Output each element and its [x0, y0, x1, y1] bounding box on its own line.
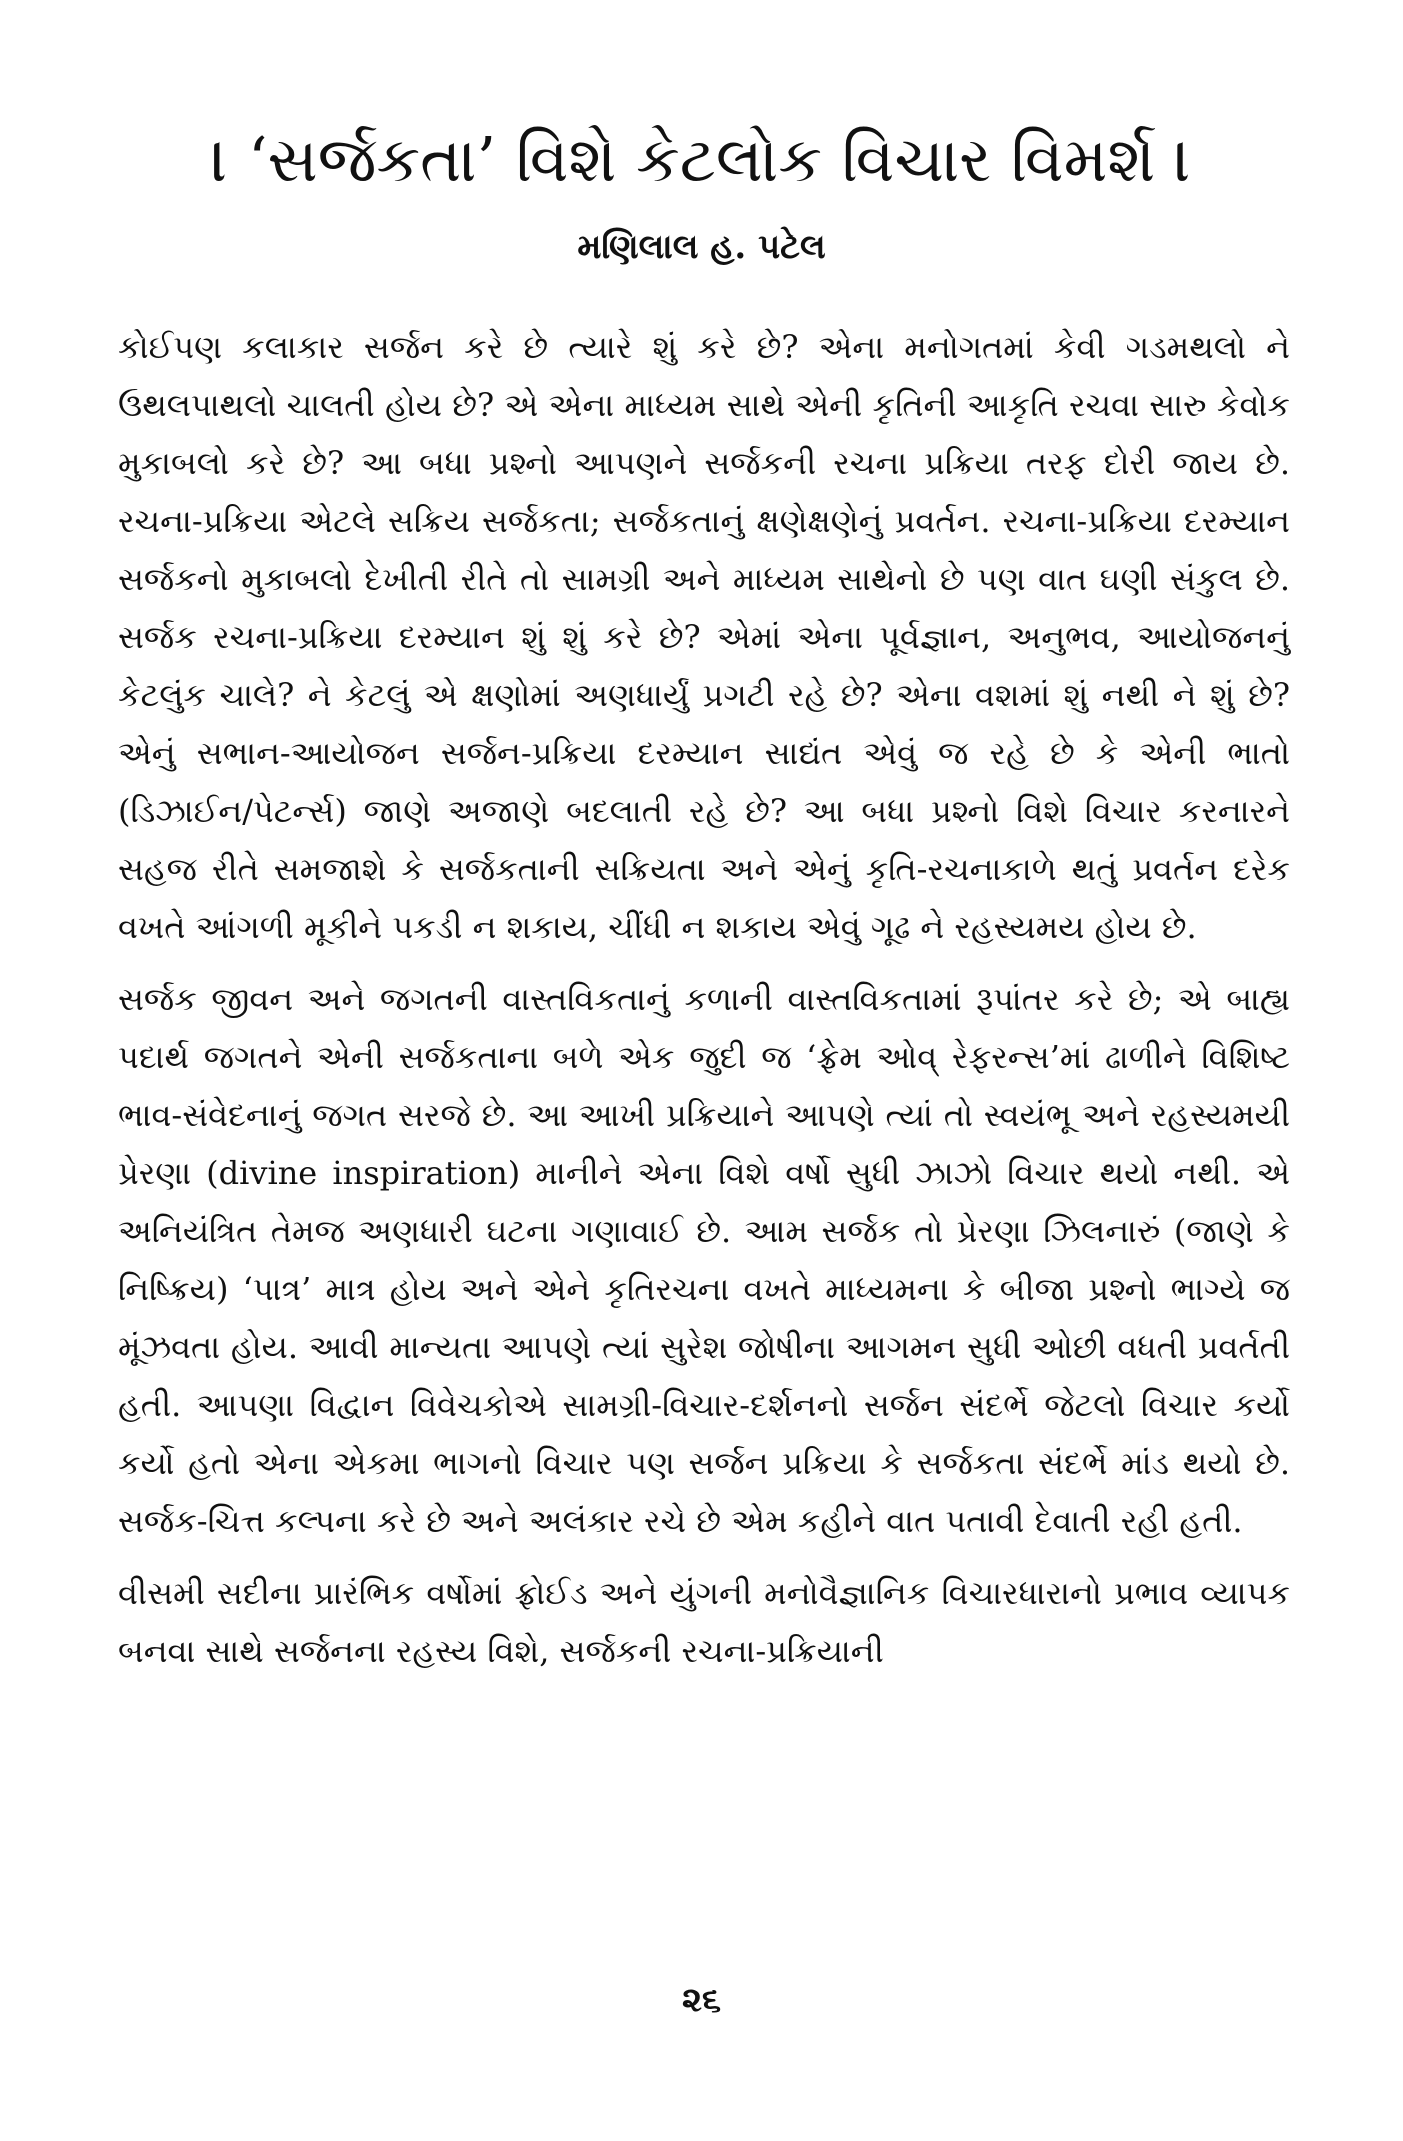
paragraph-2: સર્જક જીવન અને જગતની વાસ્તવિકતાનું કળાની વાસ્તવિકતામાં રૂપાંતર કરે છે; એ બાહ્ય પદાર્થ જગતને એની સર્જકતાના બળે એક જુદી જ ‘ફ્રેમ ઓવ્ રેફરન્સ’માં ઢાળીને વિશિષ્ટ ભાવ-સંવેદનાનું જગત સરજે છે. આ આખી પ્રક્રિયાને આપણે ત્યાં તો સ્વયંભૂ અને રહસ્યમયી પ્રેરણા (divine inspiration) માનીને એના વિશે વર્ષો સુધી ઝાઝો વિચાર થયો નથી. એ અનિયંત્રિત તેમજ અણધારી ઘટના ગણાવાઈ છે. આમ સર્જક તો પ્રેરણા ઝિલનારું (જાણે કે નિષ્ક્રિય) ‘પાત્ર’ માત્ર હોય અને એને કૃતિરચના વખતે માધ્યમના કે બીજા પ્રશ્નો ભાગ્યે જ મૂંઝવતા હોય. આવી માન્યતા આપણે ત્યાં સુરેશ જોષીના આગમન સુધી ઓછી વધતી પ્રવર્તતી હતી. આપણા વિદ્વાન વિવેચકોએ સામગ્રી-વિચાર-દર્શનનો સર્જન સંદર્ભે જેટલો વિચાર કર્યો કર્યો હતો એના એકમા ભાગનો વિચાર પણ સર્જન પ્રક્રિયા કે સર્જકતા સંદર્ભે માંડ થયો છે. સર્જક-ચિત્ત કલ્પના કરે છે અને અલંકાર રચે છે એમ કહીને વાત પતાવી દેવાતી રહી હતી. [118, 980, 1290, 1540]
article-body [118, 318, 1290, 1694]
page-title: । ‘સર્જકતા’ વિશે કેટલોક વિચાર વિમર્શ । [211, 123, 1192, 196]
page-number: ૨૬ [682, 1980, 721, 2020]
paragraph-3: વીસમી સદીના પ્રારંભિક વર્ષોમાં ફ્રોઈડ અને યુંગની મનોવૈજ્ઞાનિક વિચારધારાનો પ્રભાવ વ્યાપક બનવા સાથે સર્જનના રહસ્ય વિશે, સર્જકની રચના-પ્રક્રિયાની [118, 1574, 1290, 1670]
paragraph-1: કોઈપણ કલાકાર સર્જન કરે છે ત્યારે શું કરે છે? એના મનોગતમાં કેવી ગડમથલો ને ઉથલપાથલો ચાલતી હોય છે? એ એના માધ્યમ સાથે એની કૃતિની આકૃતિ રચવા સારુ કેવોક મુકાબલો કરે છે? આ બધા પ્રશ્નો આપણને સર્જકની રચના પ્રક્રિયા તરફ દોરી જાય છે. રચના-પ્રક્રિયા એટલે સક્રિય સર્જકતા; સર્જકતાનું ક્ષણેક્ષણેનું પ્રવર્તન. રચના-પ્રક્રિયા દરમ્યાન સર્જકનો મુકાબલો દેખીતી રીતે તો સામગ્રી અને માધ્યમ સાથેનો છે પણ વાત ઘણી સંકુલ છે. સર્જક રચના-પ્રક્રિયા દરમ્યાન શું શું કરે છે? એમાં એના પૂર્વજ્ઞાન, અનુભવ, આયોજનનું કેટલુંક ચાલે? ને કેટલું એ ક્ષણોમાં અણધાર્યું પ્રગટી રહે છે? એના વશમાં શું નથી ને શું છે? એનું સભાન-આયોજન સર્જન-પ્રક્રિયા દરમ્યાન સાદ્યંત એવું જ રહે છે કે એની ભાતો (ડિઝાઈન/પેટર્ન્સ) જાણે અજાણે બદલાતી રહે છે? આ બધા પ્રશ્નો વિશે વિચાર કરનારને સહજ રીતે સમજાશે કે સર્જકતાની સક્રિયતા અને એનું કૃતિ-રચનાકાળે થતું પ્રવર્તન દરેક વખતે આંગળી મૂકીને પકડી ન શકાય, ચીંધી ન શકાય એવું ગૂઢ ને રહસ્યમય હોય છે. [118, 328, 1290, 946]
author-name: મણિલાલ હ. પટેલ [577, 227, 826, 267]
